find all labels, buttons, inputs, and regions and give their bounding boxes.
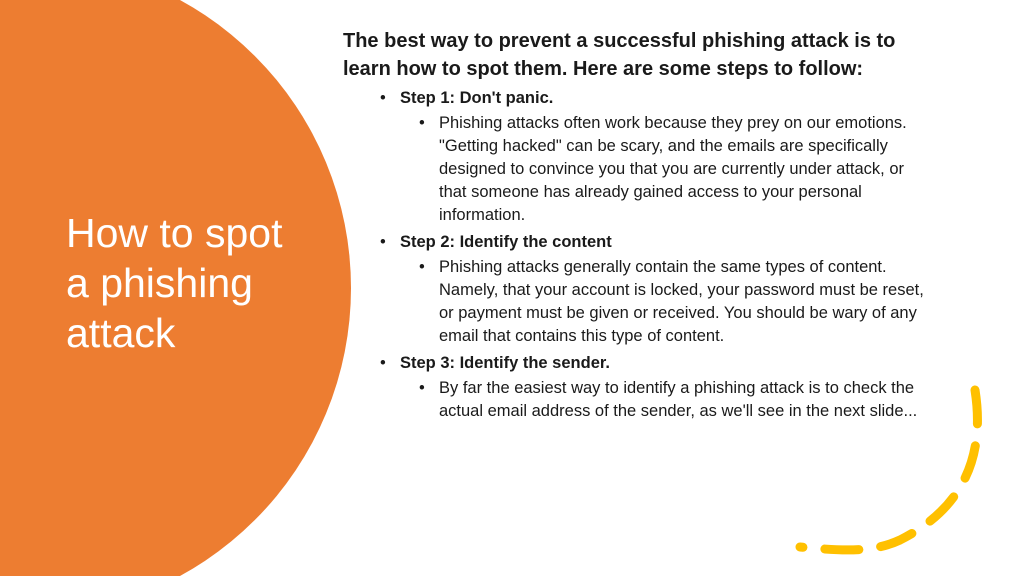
step-detail-text: By far the easiest way to identify a phishing attack is to check the actual email address of the sender, as we'll see in the next slide... [439, 379, 918, 420]
step-item [380, 87, 943, 227]
step-title: Step 3: Identify the sender. [400, 354, 610, 372]
dashed-curve-decoration-icon [790, 380, 1024, 576]
steps-list [343, 87, 943, 423]
bullet-icon: • [380, 354, 386, 372]
bullet-icon: • [419, 114, 425, 132]
step-detail-list [400, 256, 943, 348]
step-title: Step 2: Identify the content [400, 233, 612, 251]
step-detail-list [400, 112, 943, 227]
step-detail [419, 112, 924, 227]
bullet-icon: • [380, 89, 386, 107]
bullet-icon: • [419, 258, 425, 276]
step-detail [419, 256, 924, 348]
bullet-icon: • [380, 233, 386, 251]
bullet-icon: • [419, 379, 425, 397]
step-title: Step 1: Don't panic. [400, 89, 554, 107]
step-detail-text: Phishing attacks generally contain the same types of content. Namely, that your account is locked, your password must be reset, or payment must be given or received. You should be wary of any email that contains this type of content. [439, 258, 924, 345]
step-item [380, 231, 943, 348]
step-detail-text: Phishing attacks often work because they prey on our emotions. "Getting hacked" can be scary, and the emails are specifically designed to convince you that you are currently under attack, or that someone has already gained access to your personal information. [439, 114, 907, 224]
slide-title: How to spot a phishing attack [66, 210, 283, 356]
intro-paragraph: The best way to prevent a successful phishing attack is to learn how to spot them. Here are some steps to follow: [343, 30, 896, 80]
slide-content [343, 28, 943, 427]
